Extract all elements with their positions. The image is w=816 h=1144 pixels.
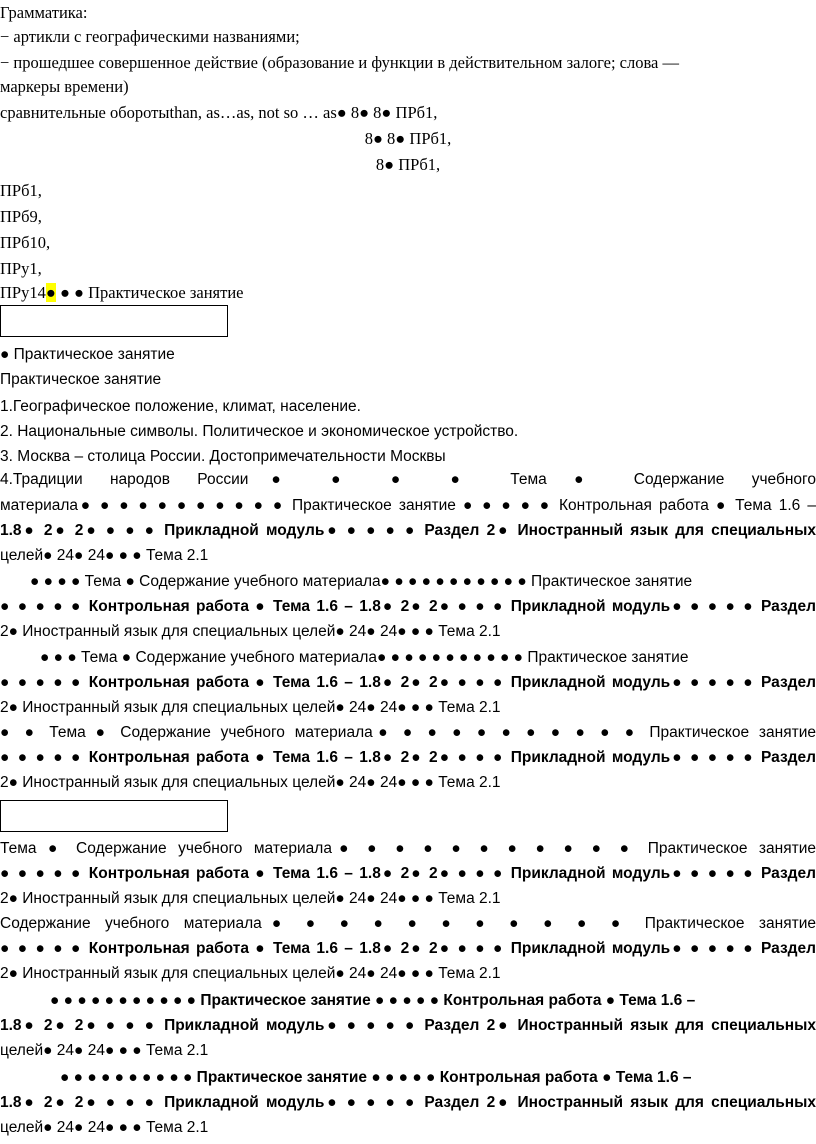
topic-moscow: 3. Москва – столица России. Достопримечательности Москвы [0,448,446,465]
block5-line1: Тема ● Содержание учебного материала● ● ● ● ● ● ● ● ● ● ● Практическое занятие [0,840,816,857]
practical-lesson-2: Практическое занятие [0,371,162,388]
competence-prb10: ПРб10, [0,233,51,252]
highlighted-bullet: ● [45,283,56,302]
competence-pru1: ПРу1, [0,259,42,278]
heading-grammar: Грамматика: [0,3,88,22]
block3-line1: ● ● ● Тема ● Содержание учебного материала● ● ● ● ● ● ● ● ● ● ● Практическое занятие [40,649,689,666]
comparative-line: сравнительные оборотыthan, as…as, not so … as● 8● 8● ПРб1, [0,103,438,122]
block4-line3: 2● Иностранный язык для специальных целей● 24● 24● ● ● Тема 2.1 [0,774,501,791]
bullet-articles: − артикли с географическими названиями; [0,27,300,46]
pru14-practical: ● ● Практическое занятие [55,283,244,302]
practical-lesson-1: ● Практическое занятие [0,346,175,363]
block2-line3: 2● Иностранный язык для специальных целей● 24● 24● ● ● Тема 2.1 [0,623,501,640]
bullet-past-perfect-cont: маркеры времени) [0,77,129,96]
block7-line2: 1.8● 2● 2● ● ● ● Прикладной модуль● ● ● ● ● Раздел 2● Иностранный язык для специальных [0,1017,816,1034]
block8-line1: ● ● ● ● ● ● ● ● ● ● Практическое занятие ● ● ● ● ● Контрольная работа ● Тема 1.6 – [60,1069,692,1086]
block1-line3: целей● 24● 24● ● ● Тема 2.1 [0,547,209,564]
block8-line3: целей● 24● 24● ● ● Тема 2.1 [0,1119,209,1136]
block6-line3: 2● Иностранный язык для специальных целей● 24● 24● ● ● Тема 2.1 [0,965,501,982]
topic-traditions: 4.Традиции народов России● ● ● ● Тема ● Содержание учебного [0,471,816,488]
bullet-past-perfect: − прошедшее совершенное действие (образование и функции в действительном залоге; слова — [0,53,679,72]
empty-cell-box [0,305,228,337]
block7-line3: целей● 24● 24● ● ● Тема 2.1 [0,1042,209,1059]
block6-line1: Содержание учебного материала● ● ● ● ● ● ● ● ● ● ● Практическое занятие [0,915,816,932]
block3-line3: 2● Иностранный язык для специальных целей● 24● 24● ● ● Тема 2.1 [0,699,501,716]
block5-line3: 2● Иностранный язык для специальных целей● 24● 24● ● ● Тема 2.1 [0,890,501,907]
block5-line2: ● ● ● ● ● Контрольная работа ● Тема 1.6 – 1.8● 2● 2● ● ● ● Прикладной модуль● ● ● ● ● Раздел [0,865,816,882]
pru14-label: ПРу14 [0,283,46,302]
topic-symbols: 2. Национальные символы. Политическое и экономическое устройство. [0,423,519,440]
empty-cell-box-2 [0,800,228,832]
block2-line2: ● ● ● ● ● Контрольная работа ● Тема 1.6 – 1.8● 2● 2● ● ● ● Прикладной модуль● ● ● ● ● Раздел [0,598,816,615]
block7-line1: ● ● ● ● ● ● ● ● ● ● ● Практическое занятие ● ● ● ● ● Контрольная работа ● Тема 1.6 – [50,992,696,1009]
competence-line-1: 8● 8● ПРб1, [364,129,452,148]
topic-geography: 1.Географическое положение, климат, население. [0,398,361,415]
block6-line2: ● ● ● ● ● Контрольная работа ● Тема 1.6 – 1.8● 2● 2● ● ● ● Прикладной модуль● ● ● ● ● Раздел [0,940,816,957]
competence-prb9: ПРб9, [0,207,42,226]
block4-line2: ● ● ● ● ● Контрольная работа ● Тема 1.6 – 1.8● 2● 2● ● ● ● Прикладной модуль● ● ● ● ● Раздел [0,749,816,766]
block1-line1: материала● ● ● ● ● ● ● ● ● ● ● Практическое занятие ● ● ● ● ● Контрольная работа ● Тема 1.6 – [0,497,816,514]
competence-prb1: ПРб1, [0,181,42,200]
block4-line1: ● ● Тема ● Содержание учебного материала● ● ● ● ● ● ● ● ● ● ● Практическое занятие [0,724,816,741]
block3-line2: ● ● ● ● ● Контрольная работа ● Тема 1.6 – 1.8● 2● 2● ● ● ● Прикладной модуль● ● ● ● ● Раздел [0,674,816,691]
competence-pru14 [0,282,816,304]
competence-line-2: 8● ПРб1, [375,155,441,174]
block8-line2: 1.8● 2● 2● ● ● ● Прикладной модуль● ● ● ● ● Раздел 2● Иностранный язык для специальных [0,1094,816,1111]
block2-line1: ● ● ● ● Тема ● Содержание учебного материала● ● ● ● ● ● ● ● ● ● ● Практическое занятие [30,573,693,590]
block1-line2: 1.8● 2● 2● ● ● ● Прикладной модуль● ● ● ● ● Раздел 2● Иностранный язык для специальных [0,522,816,539]
